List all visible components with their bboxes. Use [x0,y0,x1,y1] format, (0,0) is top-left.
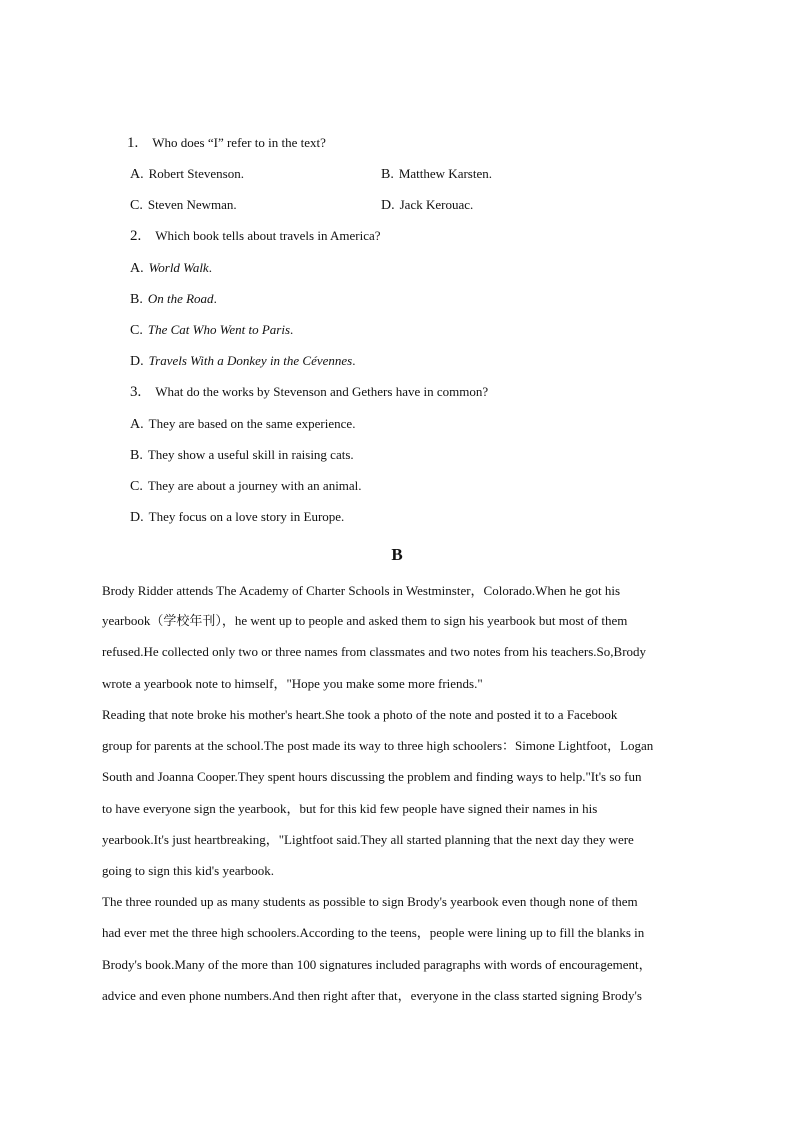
book-title: World Walk [148,260,209,275]
question-2 [130,228,381,244]
passage-line: Brody's book.Many of the more than 100 signatures included paragraphs with words of encouragement， [102,957,652,972]
question-text: Which book tells about travels in America? [155,228,381,243]
question-1 [127,135,326,151]
question-text: Who does “I” refer to in the text? [152,135,326,150]
question-text: What do the works by Stevenson and Gethers have in common? [155,384,489,399]
option-text: Matthew Karsten. [398,166,492,181]
passage-line: group for parents at the school.The post made its way to three high schoolers：Simone Lightfoot，Logan [102,738,654,753]
option-3d [130,509,344,526]
question-number: 3. [130,384,142,400]
option-suffix: . [352,353,356,368]
option-letter: C. [130,479,143,494]
option-letter: A. [130,417,144,432]
option-letter: B. [381,167,394,182]
option-text: Jack Kerouac. [399,197,474,212]
passage-line: yearbook.It's just heartbreaking，"Lightfoot said.They all started planning that the next day they were [102,832,634,847]
option-3a [130,416,355,433]
option-letter: A. [130,261,144,276]
option-3b [130,447,354,464]
option-2b [130,291,217,308]
section-heading: B [391,545,403,564]
option-suffix: . [290,322,294,337]
option-suffix: . [213,291,217,306]
option-text: Steven Newman. [147,197,237,212]
question-number: 2. [130,228,142,244]
option-text: They are about a journey with an animal. [147,478,362,493]
option-1b [381,166,492,183]
option-letter: D. [130,510,144,525]
book-title: On the Road [147,291,214,306]
option-text: They focus on a love story in Europe. [148,509,345,524]
passage-line: refused.He collected only two or three names from classmates and two notes from his teachers.So,Brody [102,644,647,659]
option-1d [381,197,473,214]
option-letter: C. [130,323,143,338]
option-letter: A. [130,167,144,182]
passage-line: The three rounded up as many students as possible to sign Brody's yearbook even though none of them [102,894,638,909]
option-2d [130,353,356,370]
passage-line: South and Joanna Cooper.They spent hours discussing the problem and finding ways to help."It's so fun [102,769,642,784]
question-number: 1. [127,135,139,151]
option-letter: C. [130,198,143,213]
option-letter: B. [130,448,143,463]
passage-line: to have everyone sign the yearbook，but for this kid few people have signed their names in his [102,801,598,816]
passage-line: Brody Ridder attends The Academy of Charter Schools in Westminster，Colorado.When he got his [102,583,621,598]
option-text: They are based on the same experience. [148,416,356,431]
option-1c [130,197,237,214]
passage-line: going to sign this kid's yearbook. [102,863,275,878]
option-letter: B. [130,292,143,307]
option-3c [130,478,362,495]
book-title: The Cat Who Went to Paris [147,322,291,337]
question-3 [130,384,488,400]
option-1a [130,166,244,183]
option-text: Robert Stevenson. [148,166,244,181]
passage-line: had ever met the three high schoolers.According to the teens，people were lining up to fill the blanks in [102,925,645,940]
option-letter: D. [130,354,144,369]
passage-line: wrote a yearbook note to himself，"Hope you make some more friends." [102,676,483,691]
book-title: Travels With a Donkey in the Cévennes [148,353,353,368]
option-2a [130,260,212,277]
option-suffix: . [208,260,212,275]
passage-line: Reading that note broke his mother's heart.She took a photo of the note and posted it to a Facebook [102,707,618,722]
passage-line: yearbook（学校年刊），he went up to people and asked them to sign his yearbook but most of them [102,613,628,628]
option-letter: D. [381,198,395,213]
option-2c [130,322,293,339]
option-text: They show a useful skill in raising cats. [147,447,354,462]
passage-line: advice and even phone numbers.And then right after that，everyone in the class started signing Brody's [102,988,642,1003]
